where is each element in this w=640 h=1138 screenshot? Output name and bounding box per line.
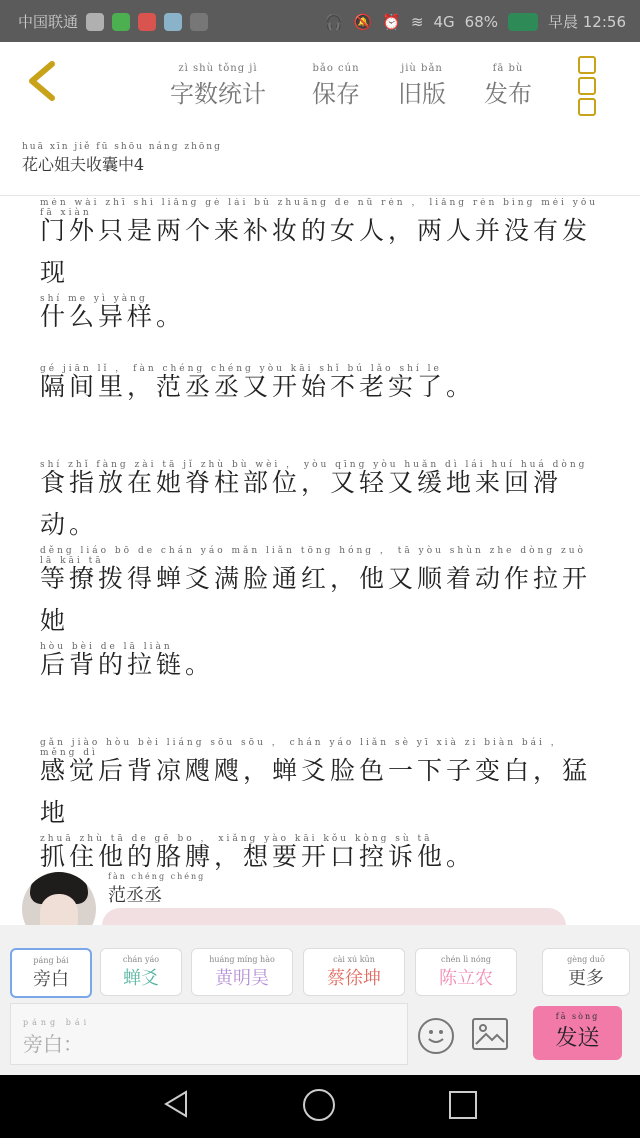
time-label: 早晨 12:56 bbox=[548, 13, 626, 31]
carrier-label: 中国联通 bbox=[18, 13, 79, 31]
status-bar bbox=[0, 0, 640, 42]
send-pinyin: fā sòng bbox=[555, 1012, 600, 1021]
alarm-icon: ⏰ bbox=[382, 12, 401, 31]
speaker-pinyin: fàn chéng chéng bbox=[108, 872, 206, 881]
text-line: 感觉后背凉飕飕，蝉爻脸色一下子变白，猛地 bbox=[40, 756, 592, 827]
save-button[interactable] bbox=[312, 64, 360, 109]
chip-pinyin: huáng míng hào bbox=[209, 955, 275, 964]
image-icon[interactable] bbox=[472, 1018, 508, 1050]
wifi-icon: ≋ bbox=[410, 12, 424, 31]
nav-back-icon[interactable] bbox=[162, 1089, 192, 1119]
pinyin-line: mén wài zhī shì liǎng gè lái bǔ zhuāng de nǚ rén ， liǎng rén bìng méi yǒu fā xiàn bbox=[40, 198, 599, 218]
battery-icon bbox=[508, 13, 538, 31]
text-line: 什么异样。 bbox=[40, 302, 186, 331]
paragraph bbox=[40, 198, 600, 338]
speaker-name bbox=[108, 872, 205, 907]
pinyin-line: gé jiān lǐ ， fàn chéng chéng yòu kāi shǐ bú lǎo shí le bbox=[40, 364, 442, 374]
headphone-icon: 🎧 bbox=[324, 12, 344, 31]
chip-label: 蝉爻 bbox=[123, 968, 159, 989]
chip-label: 黄明昊 bbox=[215, 968, 269, 989]
editor-toolbar bbox=[0, 42, 640, 120]
publish-label: 发布 bbox=[484, 80, 532, 108]
text-line: 后背的拉链。 bbox=[40, 650, 215, 679]
word-count-button[interactable] bbox=[170, 64, 266, 109]
word-count-label: 字数统计 bbox=[170, 80, 266, 108]
system-nav-bar bbox=[0, 1075, 640, 1138]
chip-label: 更多 bbox=[568, 968, 604, 989]
chip-label: 蔡徐坤 bbox=[327, 968, 381, 989]
pinyin-line: zhuā zhù tā de gē bo ， xiǎng yào kāi kǒu kòng sù tā bbox=[40, 834, 433, 844]
pinyin-line: děng liáo bō de chán yáo mǎn liǎn tōng hóng ， tā yòu shùn zhe dòng zuò lā kāi tā bbox=[40, 546, 586, 566]
chapter-title-text: 花心姐夫收囊中4 bbox=[22, 155, 145, 174]
chip-pinyin: páng bái bbox=[33, 956, 69, 965]
story-content[interactable] bbox=[40, 198, 600, 924]
chip-pinyin: chén lì nóng bbox=[441, 955, 491, 964]
old-version-button[interactable] bbox=[398, 64, 446, 109]
input-pinyin: páng bái bbox=[23, 1018, 91, 1027]
pinyin-line: shí me yì yàng bbox=[40, 294, 148, 304]
publish-pinyin: fā bù bbox=[492, 63, 524, 74]
word-count-pinyin: zì shù tǒng jì bbox=[178, 63, 258, 74]
chip-caixukun[interactable] bbox=[303, 948, 405, 996]
back-icon[interactable] bbox=[20, 56, 70, 106]
chip-pinyin: gèng duō bbox=[567, 955, 605, 964]
send-label: 发送 bbox=[555, 1026, 600, 1051]
hitouch-icon bbox=[190, 13, 208, 31]
message-input[interactable] bbox=[10, 1003, 408, 1065]
paragraph bbox=[40, 460, 600, 686]
old-version-label: 旧版 bbox=[398, 80, 446, 108]
battery-percent: 68% bbox=[464, 12, 498, 31]
chapter-pinyin: huā xīn jiě fū shōu náng zhōng bbox=[22, 142, 222, 152]
emoji-icon[interactable] bbox=[418, 1018, 454, 1054]
publish-button[interactable] bbox=[484, 64, 532, 109]
app-icon bbox=[164, 13, 182, 31]
text-line: 食指放在她脊柱部位，又轻又缓地来回滑动。 bbox=[40, 468, 563, 539]
chip-huangminghao[interactable] bbox=[191, 948, 293, 996]
network-label: 4G bbox=[433, 12, 455, 31]
iqiyi-icon bbox=[112, 13, 130, 31]
chip-chanyao[interactable] bbox=[100, 948, 182, 996]
chip-pinyin: cài xú kūn bbox=[333, 955, 375, 964]
pinyin-line: gǎn jiào hòu bèi liáng sōu sōu ， chán yáo liǎn sè yī xià zi biàn bái ， měng dì bbox=[40, 738, 563, 758]
mute-icon: 🔕 bbox=[353, 12, 373, 31]
divider bbox=[0, 195, 640, 196]
chip-pinyin: chán yáo bbox=[122, 955, 160, 964]
text-line: 抓住他的胳膊，想要开口控诉他。 bbox=[40, 842, 476, 871]
text-line: 门外只是两个来补妆的女人，两人并没有发现 bbox=[40, 216, 592, 287]
text-line: 等撩拨得蝉爻满脸通红，他又顺着动作拉开她 bbox=[40, 564, 592, 635]
app-notification-icon bbox=[86, 13, 104, 31]
speaker-name-text: 范丞丞 bbox=[108, 885, 162, 906]
nav-home-icon[interactable] bbox=[303, 1089, 335, 1121]
save-pinyin: bǎo cún bbox=[312, 63, 360, 74]
input-placeholder: 旁白： bbox=[23, 1032, 83, 1056]
chip-chenlinong[interactable] bbox=[415, 948, 517, 996]
nav-recent-icon[interactable] bbox=[449, 1091, 477, 1119]
chip-label: 旁白 bbox=[33, 969, 69, 990]
text-line: 隔间里，范丞丞又开始不老实了。 bbox=[40, 372, 476, 401]
chip-label: 陈立农 bbox=[439, 968, 493, 989]
paragraph bbox=[40, 738, 600, 878]
more-menu-icon[interactable] bbox=[578, 56, 600, 106]
chip-narration[interactable] bbox=[10, 948, 92, 998]
paragraph bbox=[40, 364, 600, 408]
chapter-title bbox=[22, 142, 222, 175]
weibo-icon bbox=[138, 13, 156, 31]
send-button[interactable] bbox=[533, 1006, 622, 1060]
pinyin-line: shí zhǐ fàng zài tā jǐ zhù bù wèi ， yòu qīng yòu huǎn dì lái huí huá dòng bbox=[40, 460, 588, 470]
save-label: 保存 bbox=[312, 80, 360, 108]
old-version-pinyin: jiù bǎn bbox=[401, 63, 443, 74]
pinyin-line: hòu bèi de lā liàn bbox=[40, 642, 173, 652]
chip-more[interactable] bbox=[542, 948, 630, 996]
